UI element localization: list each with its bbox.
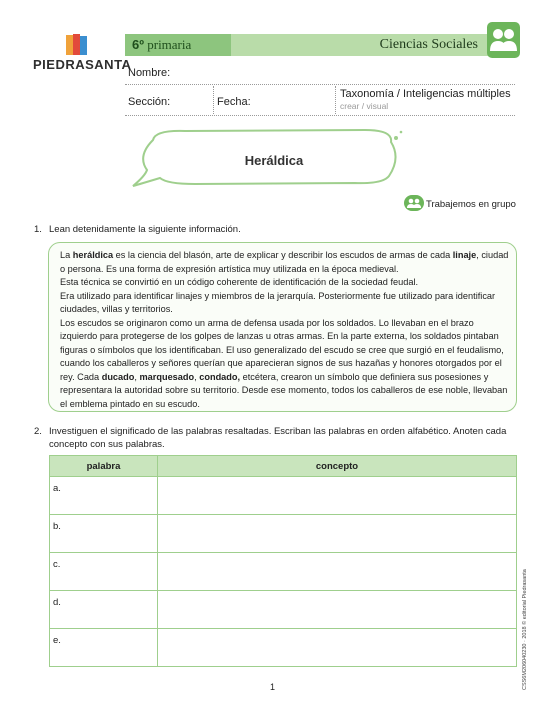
instruction-2-number: 2. [34, 426, 42, 437]
group-badge [487, 22, 520, 58]
info-paragraph-1 [60, 249, 510, 276]
instruction-1-number: 1. [34, 224, 42, 235]
people-small-icon [404, 195, 424, 211]
instruction-2-text: Investiguen el significado de las palabras resaltadas. Escriban las palabras en orden alfabético. Anoten cada concepto con sus palabras. [49, 426, 507, 450]
group-work-label: Trabajemos en grupo [426, 199, 516, 210]
page-number: 1 [270, 682, 276, 692]
keyword-marquesado: marquesado [139, 371, 195, 382]
keyword-heraldica: heráldica [72, 250, 114, 260]
word-cell[interactable]: d. [50, 591, 158, 629]
table-row [50, 553, 517, 591]
grade-word: primaria [147, 37, 192, 52]
info-p1-post: , ciudad o persona. Es una forma de expresión artística muy utilizada en la época medieval. [60, 250, 509, 274]
concept-cell[interactable] [158, 553, 517, 591]
info-p1-mid: es la ciencia del blasón, arte de explicar y describir los escudos de armas de cada [113, 250, 453, 260]
table-header-row [50, 456, 517, 477]
taxonomy-sub: crear / visual [340, 101, 389, 111]
form-divider [213, 86, 215, 114]
info-p4-sep-1: , [134, 371, 140, 382]
info-paragraph-4 [60, 317, 510, 412]
section-label: Sección: [128, 96, 171, 108]
info-text [60, 249, 510, 411]
book-logo-icon [62, 33, 92, 57]
group-work-icon [404, 195, 424, 211]
words-table [49, 455, 517, 667]
concept-cell[interactable] [158, 629, 517, 667]
info-p1-pre: La [60, 250, 73, 260]
column-header-concepto: concepto [158, 456, 517, 477]
word-cell[interactable]: e. [50, 629, 158, 667]
table-row [50, 515, 517, 553]
concept-cell[interactable] [158, 477, 517, 515]
word-cell[interactable]: c. [50, 553, 158, 591]
word-cell[interactable]: b. [50, 515, 158, 553]
word-cell[interactable]: a. [50, 477, 158, 515]
info-paragraph-3: Era utilizado para identificar linajes y miembros de la jerarquía. Posteriormente fue utilizado para identificar ciudades, villas y territorios. [60, 290, 496, 314]
concept-cell[interactable] [158, 591, 517, 629]
info-paragraph-2: Esta técnica se convirtió en un código coherente de identificación de la sociedad feudal. [60, 277, 419, 287]
info-p4-sep-2: , [194, 371, 200, 382]
info-p4-a: Los escudos se originaron como un arma de defensa usada por los soldados. Lo llevaban en el brazo izquierdo para protegerse de los golpes de lanzas u otras armas. En la parte externa, los soldados pintaban figuras o símbolos que los identificaban. El uso generalizado del escudo se cree que surgió en el feudalismo, cuando los caballeros y señores querían que aparecieran signos de sus hazañas y honores otorgados por el rey. Cada [60, 317, 504, 382]
taxonomy-label: Taxonomía / Inteligencias múltiples [340, 88, 511, 100]
table-row [50, 591, 517, 629]
name-line[interactable] [125, 84, 515, 85]
subject-title: Ciencias Sociales [379, 37, 478, 52]
grade-label [132, 37, 191, 53]
table-row [50, 629, 517, 667]
column-header-palabra: palabra [50, 456, 158, 477]
instruction-1-text: Lean detenidamente la siguiente información. [49, 224, 241, 235]
side-code: CSS6M206040230 · 2018 © editorial Piedrasanta [522, 569, 528, 690]
name-label: Nombre: [128, 67, 171, 79]
section-line[interactable] [125, 115, 515, 116]
people-icon [487, 22, 520, 58]
info-p4-c: etcétera, crearon un símbolo que definiera sus posesiones y representara la autoridad sobre su territorio. Desde ese momento, todos los caballeros de ese noble, llevaban el emblema pintado en su escudo. [60, 371, 508, 409]
concept-cell[interactable] [158, 515, 517, 553]
brand-name: PIEDRASANTA [33, 57, 132, 72]
keyword-linaje: linaje [452, 250, 477, 260]
brand-logo [62, 33, 92, 57]
keyword-ducado: ducado [101, 371, 135, 382]
table-row [50, 477, 517, 515]
page-title: Heráldica [244, 153, 304, 168]
grade-number: 6º [132, 37, 144, 52]
keyword-condado: condado, [199, 371, 241, 382]
date-label: Fecha: [217, 96, 251, 108]
form-divider-2 [335, 86, 337, 114]
